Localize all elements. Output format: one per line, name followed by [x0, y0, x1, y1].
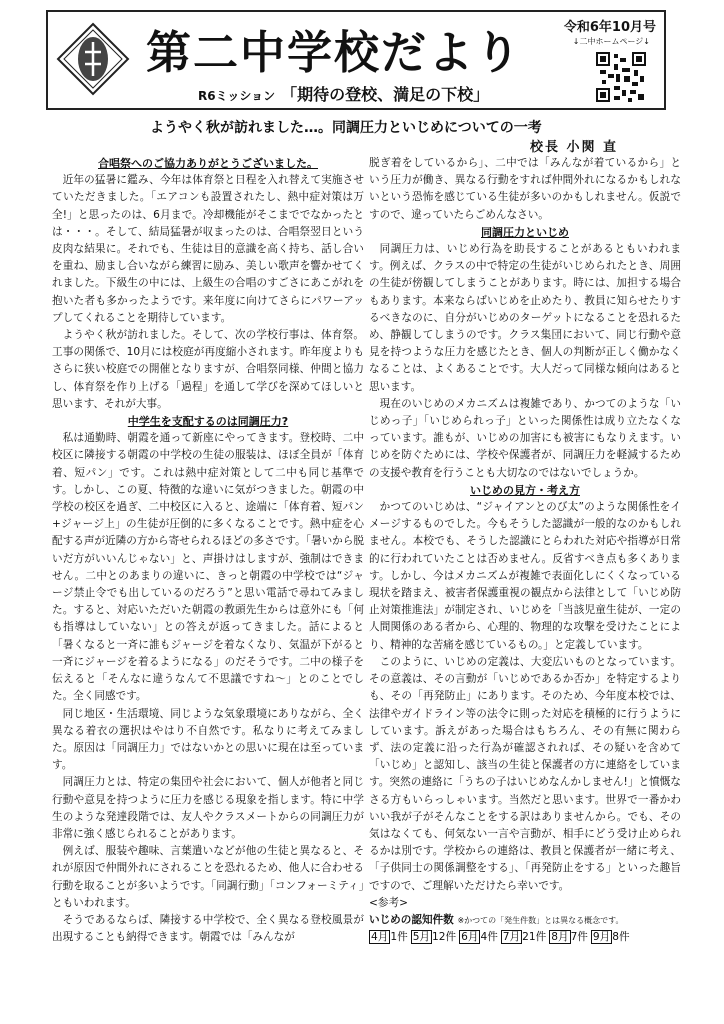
stat-month: 6月: [461, 931, 479, 944]
stat-item: [411, 931, 459, 943]
stats-heading: [369, 912, 681, 929]
stat-count: 8件: [612, 931, 630, 944]
stat-month: 5月: [412, 931, 431, 944]
section-heading: 中学生を支配するのは同調圧力?: [127, 415, 289, 429]
paragraph: 脱ぎ着をしているから」、二中では「みんなが着ているから」という圧力が働き、異なる行動をすれば仲間外れになるかもしれないという恐怖を感じている生徒が多いのかもしれません。仮説ですので、違っていたらごめんなさい。: [369, 157, 681, 221]
paragraph: そうであるならば、隣接する中学校で、全く異なる登校風景が出現することも納得できます。朝霞では「みんなが: [52, 913, 364, 944]
stat-month: 4月: [371, 931, 389, 944]
paragraph: 同調圧力とは、特定の集団や社会において、個人が他者と同じ行動や意見を持つように圧力を感じる現象を指します。特に中学生のような発達段階では、友人やクラスメートからの同調圧力が非常に強く感じられることがあります。: [52, 776, 364, 840]
bullying-stats: [369, 929, 681, 946]
stat-count: 4件: [480, 931, 498, 944]
paragraph: 同調圧力は、いじめ行為を助長することがあるともいわれます。例えば、クラスの中で特定の生徒がいじめられたとき、周囲の生徒が傍観してしまうことがあります。時には、加担する場合もあります。本来ならばいじめを止めたり、教員に知らせたりするべきなのに、自分がいじめのターゲットになることを恐れるため、静観してしまうのです。クラス集団において、同じ行動や意見を持つような圧力を感じたとき、個人の判断が正しく働かなくなることは、よくあることです。大人だって同様な傾向はあると思います。: [369, 243, 681, 393]
stat-item: [459, 931, 501, 943]
paragraph: 私は通勤時、朝霞を通って新座にやってきます。登校時、二中校区に隣接する朝霞の中学校の生徒の服装は、ほぼ全員が「体育着、短パン」です。これは熱中症対策として二中も同じ基準です。しかし、この夏、特徴的な違いに気がつきました。朝霞の中学校の校区を過ぎ、二中校区に入ると、途端に「体育着、短パン+ジャージ上」の生徒が圧倒的に多くなることです。熱中症を心配する声が近隣の方から寄せられるほどの多さです。「暑いから脱いだ方がいいんじゃない」と、声掛けはしますが、強制はできません。二中とのあまりの違いに、きっと朝霞の中学校では“ジャージ禁止令でも出しているのだろう”と思い電話で尋ねてみました。すると、対応いただいた朝霞の教頭先生からは意外にも「何も指導はしていない」との答えが返ってきました。話によると「暑くなると一斉に誰もジャージを着なくなり、気温が下がると一斉にジャージを着るようになる」のだそうです。二中の様子を伝えると「そんなに違うなんて不思議ですね〜」とのことでした。全く同感です。: [52, 432, 364, 703]
paragraph: かつてのいじめは、“ジャイアンとのび太”のような関係性をイメージするものでした。今もそうした認識が一般的なのかもしれません。本校でも、そうした認識にとらわれた対応や指導が日常的に行われていたことは否めません。反省すべき点も多くあります。しかし、今はメカニズムが複雑で表面化しにくくなっている現状を踏まえ、被害者保護重視の観点から法律として「いじめ防止対策推進法」が制定され、いじめを「当該児童生徒が、一定の人間関係のある者から、心理的、物理的な攻撃を受けたことにより、精神的な苦痛を感じているもの。」と定義しています。: [369, 501, 681, 651]
stat-count: 1件: [390, 931, 408, 944]
stat-month: 9月: [592, 931, 611, 944]
qr-code-icon[interactable]: [596, 52, 646, 102]
mission-tag: R6ミッション: [198, 89, 276, 103]
paragraph: このように、いじめの定義は、大変広いものとなっています。その意義は、その言動が「いじめであるか否か」を特定するよりも、その「再発防止」にあります。そのため、今年度本校では、法律やガイドライン等の法令に則った対応を積極的に行うようにしています。訴えがあった場合はもちろん、その有無に関わらず、法の定義に沿った行為が確認されれば、その疑いを含めて「いじめ」と認知し、該当の生徒と保護者の方に連絡をしています。突然の連絡に「うちの子はいじめなんかしません!」と憤慨なさる方もいらっしゃいます。当然だと思います。世界で一番かわいい我が子がそんなことをする訳はありませんから。でも、その気はなくても、何気ない一言や言動が、相手にどう受け止められるかは別です。学校からの連絡は、教員と保護者が一緒に考え、「子供同士の関係調整をする」、「再発防止をする」といった趣旨ですので、ご理解いただけたら幸いです。: [369, 655, 681, 892]
paragraph: 例えば、服装や趣味、言葉遣いなどが他の生徒と異なると、それが原因で仲間外れにされることを恐れるため、他人に合わせる行動を取ることが多いようです。「同調行動」「コンフォーミティ」ともいわれます。: [52, 845, 364, 909]
homepage-label: ↓二中ホームページ↓: [572, 37, 650, 46]
issue-date: 令和6年10月号: [563, 20, 656, 35]
stat-count: 21件: [522, 931, 547, 944]
stat-month: 7月: [502, 931, 521, 944]
stat-count: 12件: [432, 931, 457, 944]
right-column: [369, 155, 681, 946]
left-column: [52, 155, 364, 946]
mission-text: 「期待の登校、満足の下校」: [281, 85, 490, 104]
stat-item: [369, 931, 411, 943]
stat-item: [501, 931, 549, 943]
section-heading: いじめの見方・考え方: [470, 483, 580, 497]
stat-item: [591, 931, 633, 943]
newsletter-title: 第二中学校だより: [146, 26, 523, 79]
section-heading: 同調圧力といじめ: [481, 225, 569, 239]
stat-month: 8月: [551, 931, 569, 944]
article-subtitle: ようやく秋が訪れました…。同調圧力といじめについての一考: [150, 120, 542, 136]
newsletter-header: [46, 10, 666, 110]
mission-statement: [198, 82, 528, 105]
school-emblem-icon: [56, 22, 130, 96]
stat-count: 7件: [570, 931, 588, 944]
paragraph: 現在のいじめのメカニズムは複雑であり、かつてのような「いじめっ子」「いじめられっ子」といった関係性は成り立たなくなっています。誰もが、いじめの加害にも被害にもなりえます。いじめを防ぐためには、学校や保護者が、同調圧力を軽減するための支援や教育を行うことも大切なのではないでしょうか。: [369, 397, 681, 479]
stats-note: ※かつての「発生件数」とは異なる概念です。: [457, 915, 624, 925]
paragraph: 同じ地区・生活環境、同じような気象環境にありながら、全く異なる着衣の選択はやはり不自然です。私なりに考えてみました。原因は「同調圧力」ではないかとの思いに現在は至っています。: [52, 707, 364, 772]
paragraph: ようやく秋が訪れました。そして、次の学校行事は、体育祭。工事の関係で、10月には校庭が再度縮小されます。昨年度よりもさらに狭い校庭での開催となりますが、合唱祭同様、仲間と協力し、体育祭を作り上げる「過程」を通して学びを深めてほしいと思います、それが大事。: [52, 329, 364, 410]
section-heading: 合唱祭へのご協力ありがとうございました。: [98, 157, 318, 170]
reference-label: <参考>: [369, 896, 408, 909]
article-author: 校長 小関 直: [530, 140, 619, 155]
stat-item: [549, 931, 591, 943]
stats-title: いじめの認知件数: [369, 913, 454, 926]
paragraph: 近年の猛暑に鑑み、今年は体育祭と日程を入れ替えて実施させていただきました。「エアコンも設置されたし、熱中症対策は万全!」と思ったのは、6月まで。冷却機能がそこまででなかったとは・・・。そして、結局猛暑が収まったのは、合唱祭翌日という皮肉な結果に。それでも、生徒は目的意識を高く持ち、話し合いを重ね、励まし合いながら練習に励み、美しい歌声を響かせてくれました。下級生の中には、上級生の合唱のすごさにあこがれを抱いた者も多かったようです。来年度に向けてさらにパワーアップしてくれることを期待しています。: [52, 174, 364, 324]
